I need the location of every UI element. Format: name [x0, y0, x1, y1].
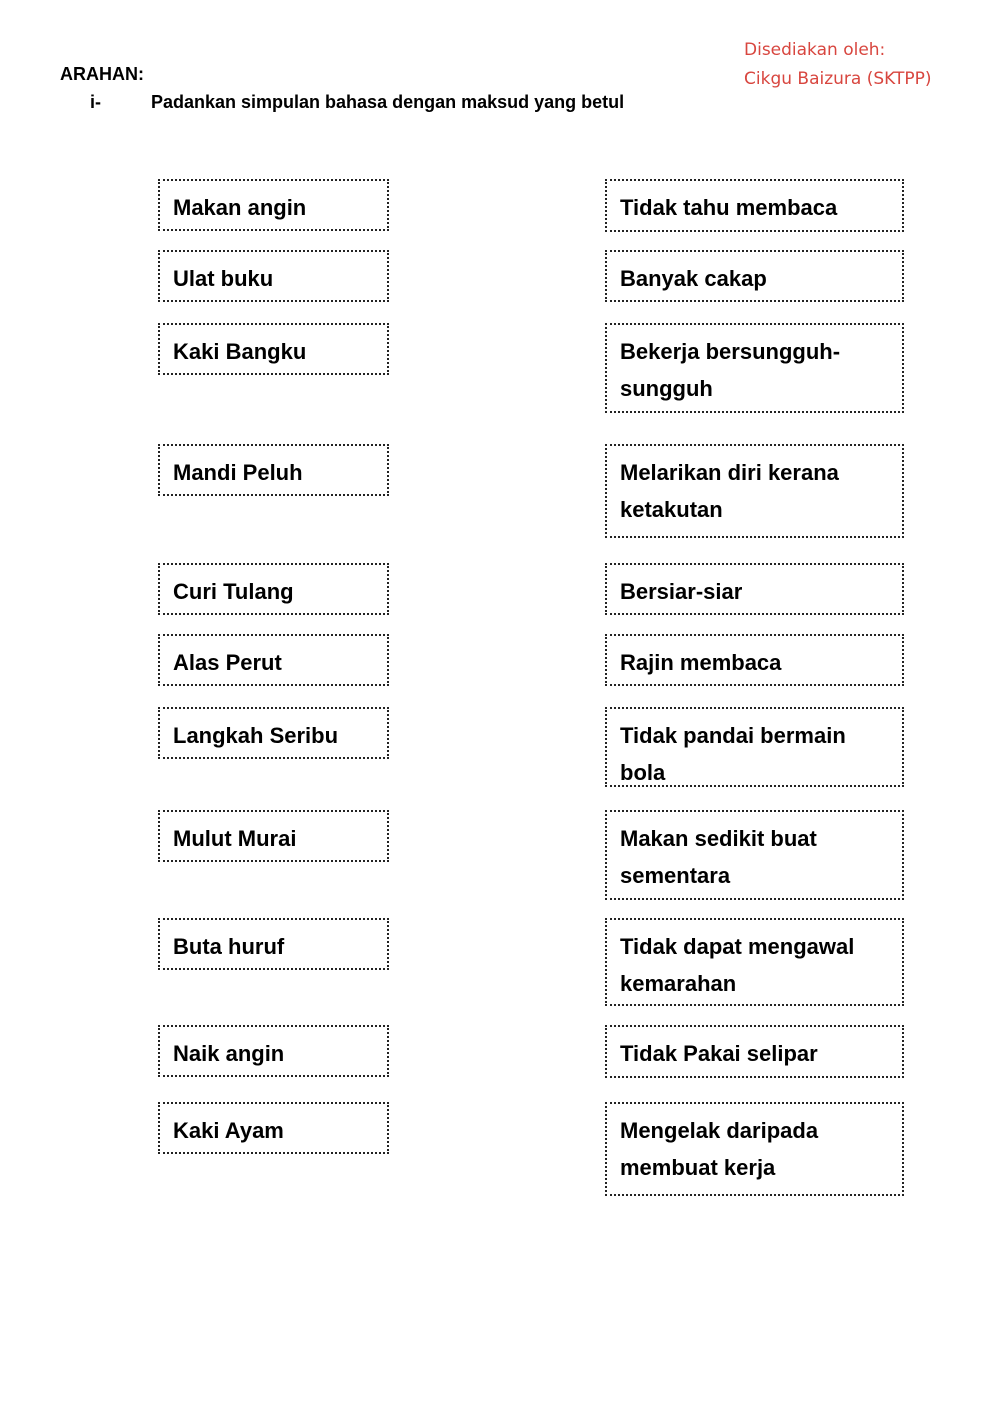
idiom-box[interactable]: Alas Perut: [158, 634, 389, 686]
idiom-box[interactable]: Mandi Peluh: [158, 444, 389, 496]
meaning-box[interactable]: Rajin membaca: [605, 634, 904, 686]
meaning-box[interactable]: Tidak Pakai selipar: [605, 1025, 904, 1078]
idiom-box[interactable]: Buta huruf: [158, 918, 389, 970]
credit-line-2: Cikgu Baizura (SKTPP): [744, 69, 932, 89]
meaning-box[interactable]: Bekerja bersungguh-sungguh: [605, 323, 904, 413]
idiom-box[interactable]: Kaki Bangku: [158, 323, 389, 375]
instruction-text: Padankan simpulan bahasa dengan maksud yang betul: [151, 92, 625, 112]
meaning-box[interactable]: Melarikan diri kerana ketakutan: [605, 444, 904, 538]
meaning-box[interactable]: Tidak pandai bermain bola: [605, 707, 904, 787]
meaning-box[interactable]: Banyak cakap: [605, 250, 904, 302]
meaning-box[interactable]: Tidak tahu membaca: [605, 179, 904, 232]
meaning-box[interactable]: Mengelak daripada membuat kerja: [605, 1102, 904, 1196]
meaning-box[interactable]: Tidak dapat mengawal kemarahan: [605, 918, 904, 1006]
instructions-heading: ARAHAN:: [60, 64, 144, 84]
meaning-box[interactable]: Makan sedikit buat sementara: [605, 810, 904, 900]
instruction-number: i-: [90, 92, 101, 112]
idiom-box[interactable]: Mulut Murai: [158, 810, 389, 862]
idiom-box[interactable]: Kaki Ayam: [158, 1102, 389, 1154]
idiom-box[interactable]: Ulat buku: [158, 250, 389, 302]
meaning-box[interactable]: Bersiar-siar: [605, 563, 904, 615]
idiom-box[interactable]: Curi Tulang: [158, 563, 389, 615]
credit-line-1: Disediakan oleh:: [744, 40, 886, 60]
author-credit: [744, 36, 932, 94]
idiom-box[interactable]: Langkah Seribu: [158, 707, 389, 759]
idiom-box[interactable]: Makan angin: [158, 179, 389, 231]
idiom-box[interactable]: Naik angin: [158, 1025, 389, 1077]
